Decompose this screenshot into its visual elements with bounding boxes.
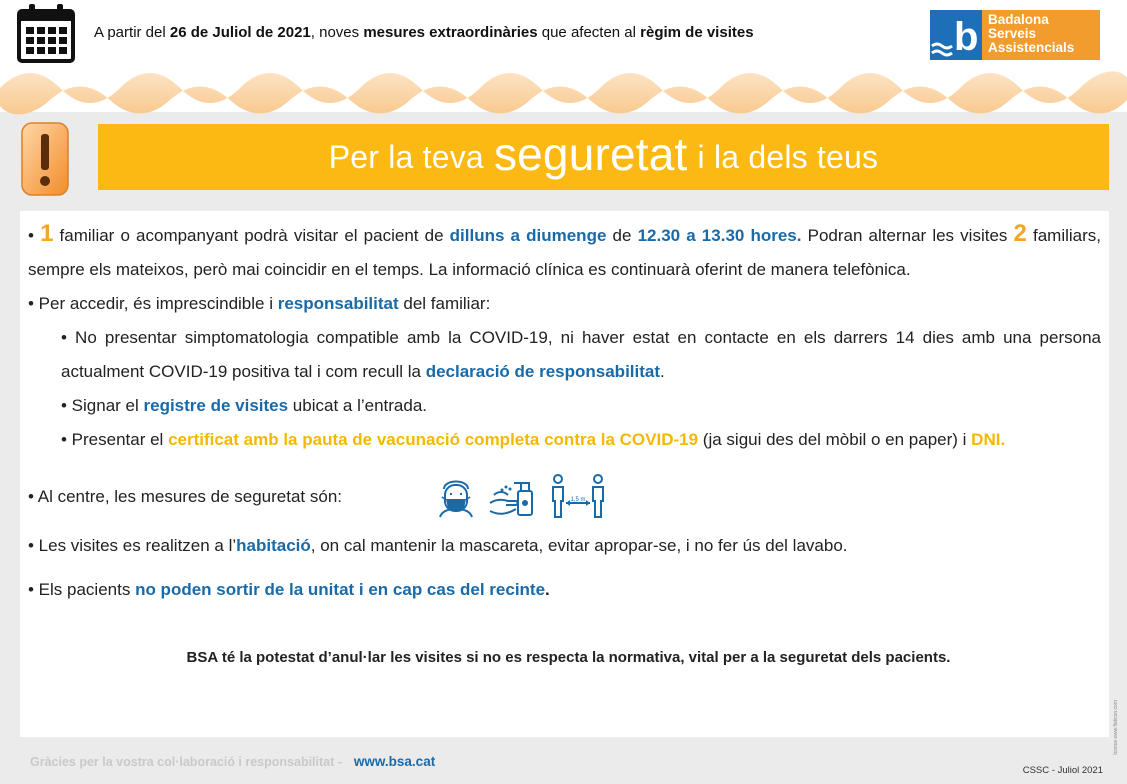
text: . [1000, 430, 1006, 449]
vaccination-certificate: certificat amb la pauta de vacunació completa contra la COVID-19 [168, 430, 699, 449]
logo-line-3: Assistencials [988, 40, 1075, 55]
rule-vaccination-certificate [28, 423, 1101, 457]
wave-decoration [0, 66, 1127, 116]
intro-mid: , noves [310, 24, 364, 41]
text: • Els pacients [28, 580, 136, 599]
no-leave: no poden sortir de la unitat i en cap cas del recinte [135, 580, 546, 599]
intro-mid2: que afecten al [537, 24, 641, 41]
safety-banner [98, 124, 1109, 190]
social-distance-icon [550, 473, 606, 519]
rule-safety-measures [28, 475, 1101, 519]
logo-line-1: Badalona [988, 12, 1049, 27]
logo-letter: b [954, 15, 979, 59]
text: • No presentar simptomatologia compatible amb la COVID-19, ni haver estat en contacte en els darrers 14 dies amb una persona actualment COVID-19 positiva tal i com recull la [61, 328, 1101, 381]
visitor-count-one: 1 [40, 220, 54, 247]
text: • Les visites es realitzen a l’ [28, 536, 237, 555]
dni: DNI [971, 430, 1001, 449]
banner-big: seguretat [493, 128, 688, 180]
intro-measures: mesures extraordinàries [363, 24, 538, 41]
banner-post: i la dels teus [697, 138, 879, 175]
logo-line-2: Serveis [988, 26, 1037, 41]
icon-credit: Iconos www.flaticon.com [1113, 700, 1119, 755]
visits-register: registre de visites [143, 396, 289, 415]
intro-date: 26 de Juliol de 2021 [169, 24, 311, 41]
face-mask-icon [436, 473, 476, 519]
calendar-icon [16, 2, 76, 64]
website-link[interactable]: www.bsa.cat [353, 754, 436, 769]
rule-patients-no-leave [28, 573, 1101, 607]
visitor-count-two: 2 [1013, 220, 1027, 247]
logo-mark [930, 10, 982, 60]
text: (ja sigui des del mòbil o en paper) i [698, 430, 972, 449]
text: • Per accedir, és imprescindible i [28, 294, 278, 313]
intro-regime: règim de visites [640, 24, 754, 41]
banner-pre: Per la teva [328, 138, 484, 175]
header-intro [94, 24, 754, 41]
responsibility: responsabilitat [277, 294, 399, 313]
exclamation-icon [20, 121, 70, 197]
thanks-text: Gràcies per la vostra col·laboració i responsabilitat - [30, 755, 342, 769]
safety-measures-text: • Al centre, les mesures de seguretat són: [28, 487, 343, 506]
logo-text [982, 10, 1100, 60]
text: • Signar el [61, 396, 144, 415]
hand-sanitizer-icon [488, 473, 538, 519]
visit-days: dilluns a diumenge [449, 226, 607, 245]
footer-code: CSSC - Juliol 2021 [1022, 765, 1103, 776]
intro-prefix: A partir del [94, 24, 170, 41]
text: Podran alternar les visites [801, 226, 1014, 245]
text: , on cal mantenir la mascareta, evitar apropar-se, i no fer ús del lavabo. [310, 536, 848, 555]
text: • Presentar el [61, 430, 169, 449]
text: . [660, 362, 665, 381]
text: ubicat a l’entrada. [288, 396, 427, 415]
safety-measures-icons [436, 473, 606, 519]
text: . [545, 580, 550, 599]
visit-hours: 12.30 a 13.30 hores. [637, 226, 802, 245]
room: habitació [236, 536, 311, 555]
logo-b-icon [930, 10, 982, 60]
rule-room-visits [28, 529, 1101, 563]
rules-content [20, 211, 1109, 737]
rule-sign-register [28, 389, 1101, 423]
distance-label: 1,5 m [570, 497, 586, 503]
bullet: • [28, 226, 41, 245]
footer-thanks [30, 754, 435, 769]
rule-no-symptoms [28, 321, 1101, 389]
rule-visit-schedule [28, 217, 1101, 287]
text: de [606, 226, 638, 245]
text: familiar o acompanyant podrà visitar el pacient de [53, 226, 450, 245]
text: del familiar: [398, 294, 491, 313]
responsibility-declaration: declaració de responsabilitat [425, 362, 661, 381]
bsa-logo [930, 10, 1100, 60]
cancellation-notice: BSA té la potestat d’anul·lar les visites si no es respecta la normativa, vital per a la seguretat dels pacients. [186, 649, 951, 666]
rule-access [28, 287, 1101, 321]
text: familiars, sempre els mateixos, però mai coincidir en el temps. La informació clínica es continuarà oferint de manera telefònica. [28, 226, 1102, 279]
